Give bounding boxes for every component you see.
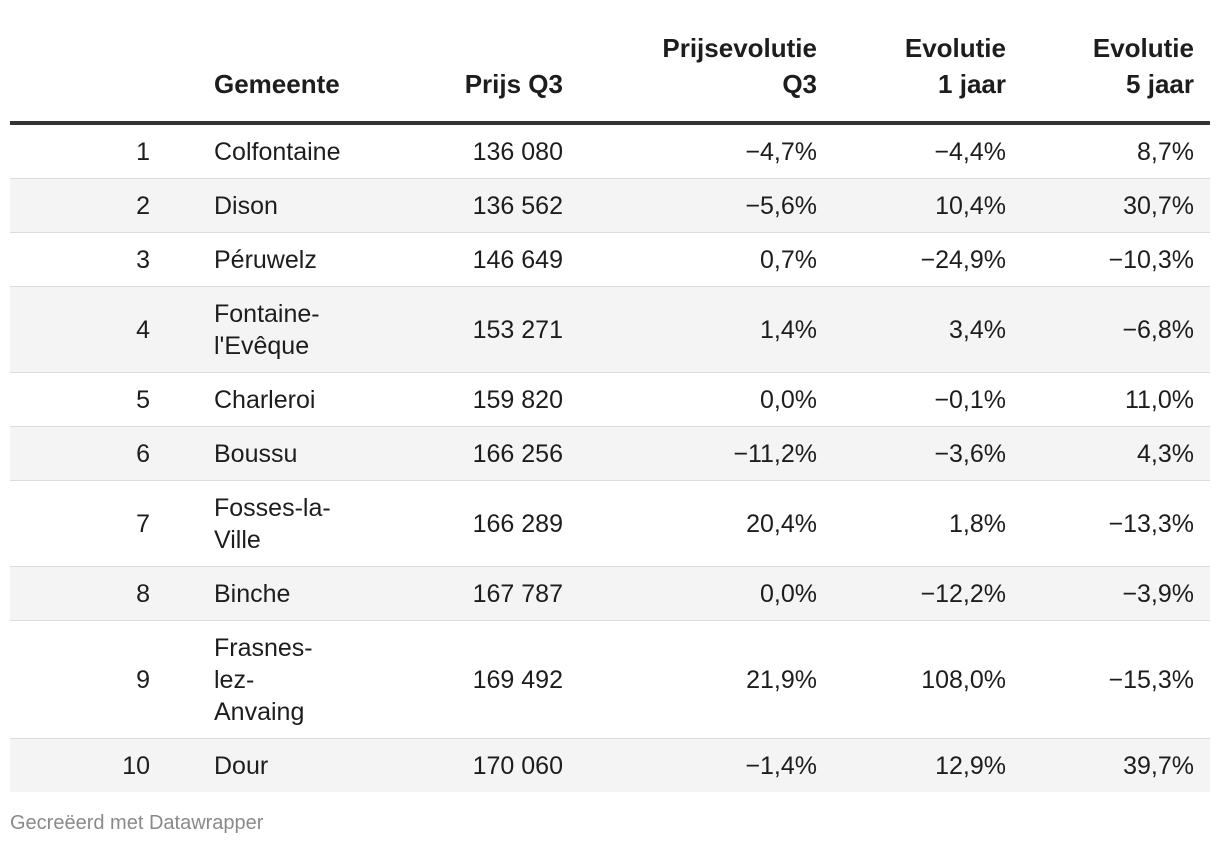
cell-prijsevolutie-q3: 0,7% — [563, 233, 817, 287]
cell-gemeente: Dour — [150, 739, 335, 793]
cell-rank: 4 — [10, 287, 150, 373]
cell-gemeente: Fontaine-l'Evêque — [150, 287, 335, 373]
footer-credit: Gecreëerd met Datawrapper — [10, 812, 264, 834]
cell-gemeente: Péruwelz — [150, 233, 335, 287]
cell-rank: 6 — [10, 427, 150, 481]
cell-prijsevolutie-q3: 0,0% — [563, 373, 817, 427]
cell-evolutie-5-jaar: 4,3% — [1006, 427, 1210, 481]
cell-rank: 10 — [10, 739, 150, 793]
cell-rank: 3 — [10, 233, 150, 287]
cell-evolutie-1-jaar: −0,1% — [817, 373, 1006, 427]
header-evolutie-5-jaar: Evolutie 5 jaar — [1006, 30, 1210, 123]
cell-gemeente: Frasnes-lez-Anvaing — [150, 621, 335, 739]
header-gemeente: Gemeente — [150, 30, 335, 123]
cell-evolutie-5-jaar: −3,9% — [1006, 567, 1210, 621]
cell-evolutie-5-jaar: −13,3% — [1006, 481, 1210, 567]
header-prijs-q3: Prijs Q3 — [335, 30, 563, 123]
table-row — [10, 481, 1210, 567]
cell-prijs-q3: 169 492 — [335, 621, 563, 739]
cell-prijs-q3: 159 820 — [335, 373, 563, 427]
cell-prijsevolutie-q3: −4,7% — [563, 123, 817, 179]
table-row — [10, 567, 1210, 621]
cell-prijsevolutie-q3: −1,4% — [563, 739, 817, 793]
cell-gemeente: Boussu — [150, 427, 335, 481]
cell-gemeente: Charleroi — [150, 373, 335, 427]
table-row — [10, 233, 1210, 287]
table-row — [10, 739, 1210, 793]
cell-rank: 1 — [10, 123, 150, 179]
cell-prijs-q3: 166 289 — [335, 481, 563, 567]
cell-prijs-q3: 136 080 — [335, 123, 563, 179]
cell-prijs-q3: 153 271 — [335, 287, 563, 373]
cell-rank: 7 — [10, 481, 150, 567]
cell-evolutie-1-jaar: 108,0% — [817, 621, 1006, 739]
cell-evolutie-5-jaar: 8,7% — [1006, 123, 1210, 179]
cell-prijsevolutie-q3: 1,4% — [563, 287, 817, 373]
table-row — [10, 373, 1210, 427]
cell-prijsevolutie-q3: 0,0% — [563, 567, 817, 621]
table-body — [10, 123, 1210, 792]
cell-evolutie-5-jaar: 39,7% — [1006, 739, 1210, 793]
cell-evolutie-5-jaar: −15,3% — [1006, 621, 1210, 739]
cell-evolutie-1-jaar: 1,8% — [817, 481, 1006, 567]
cell-prijs-q3: 136 562 — [335, 179, 563, 233]
ranking-table-container — [10, 30, 1210, 792]
table-header-row — [10, 30, 1210, 123]
cell-evolutie-5-jaar: −6,8% — [1006, 287, 1210, 373]
table-row — [10, 287, 1210, 373]
cell-evolutie-1-jaar: −4,4% — [817, 123, 1006, 179]
cell-rank: 5 — [10, 373, 150, 427]
cell-evolutie-5-jaar: 30,7% — [1006, 179, 1210, 233]
header-evolutie-1-jaar: Evolutie 1 jaar — [817, 30, 1006, 123]
cell-prijsevolutie-q3: 20,4% — [563, 481, 817, 567]
table-row — [10, 179, 1210, 233]
cell-gemeente: Colfontaine — [150, 123, 335, 179]
cell-prijsevolutie-q3: −11,2% — [563, 427, 817, 481]
cell-evolutie-5-jaar: −10,3% — [1006, 233, 1210, 287]
cell-prijs-q3: 146 649 — [335, 233, 563, 287]
cell-evolutie-1-jaar: 12,9% — [817, 739, 1006, 793]
cell-gemeente: Dison — [150, 179, 335, 233]
cell-evolutie-1-jaar: −24,9% — [817, 233, 1006, 287]
cell-rank: 2 — [10, 179, 150, 233]
header-rank — [10, 30, 150, 123]
table-row — [10, 427, 1210, 481]
cell-evolutie-1-jaar: 10,4% — [817, 179, 1006, 233]
cell-prijsevolutie-q3: −5,6% — [563, 179, 817, 233]
cell-evolutie-5-jaar: 11,0% — [1006, 373, 1210, 427]
cell-rank: 9 — [10, 621, 150, 739]
cell-prijs-q3: 167 787 — [335, 567, 563, 621]
cell-evolutie-1-jaar: −12,2% — [817, 567, 1006, 621]
header-prijsevolutie-q3: Prijsevolutie Q3 — [563, 30, 817, 123]
table-row — [10, 123, 1210, 179]
cell-evolutie-1-jaar: −3,6% — [817, 427, 1006, 481]
cell-prijs-q3: 170 060 — [335, 739, 563, 793]
table-row — [10, 621, 1210, 739]
cell-gemeente: Fosses-la-Ville — [150, 481, 335, 567]
cell-prijsevolutie-q3: 21,9% — [563, 621, 817, 739]
cell-gemeente: Binche — [150, 567, 335, 621]
cell-evolutie-1-jaar: 3,4% — [817, 287, 1006, 373]
ranking-table — [10, 30, 1210, 792]
cell-rank: 8 — [10, 567, 150, 621]
cell-prijs-q3: 166 256 — [335, 427, 563, 481]
